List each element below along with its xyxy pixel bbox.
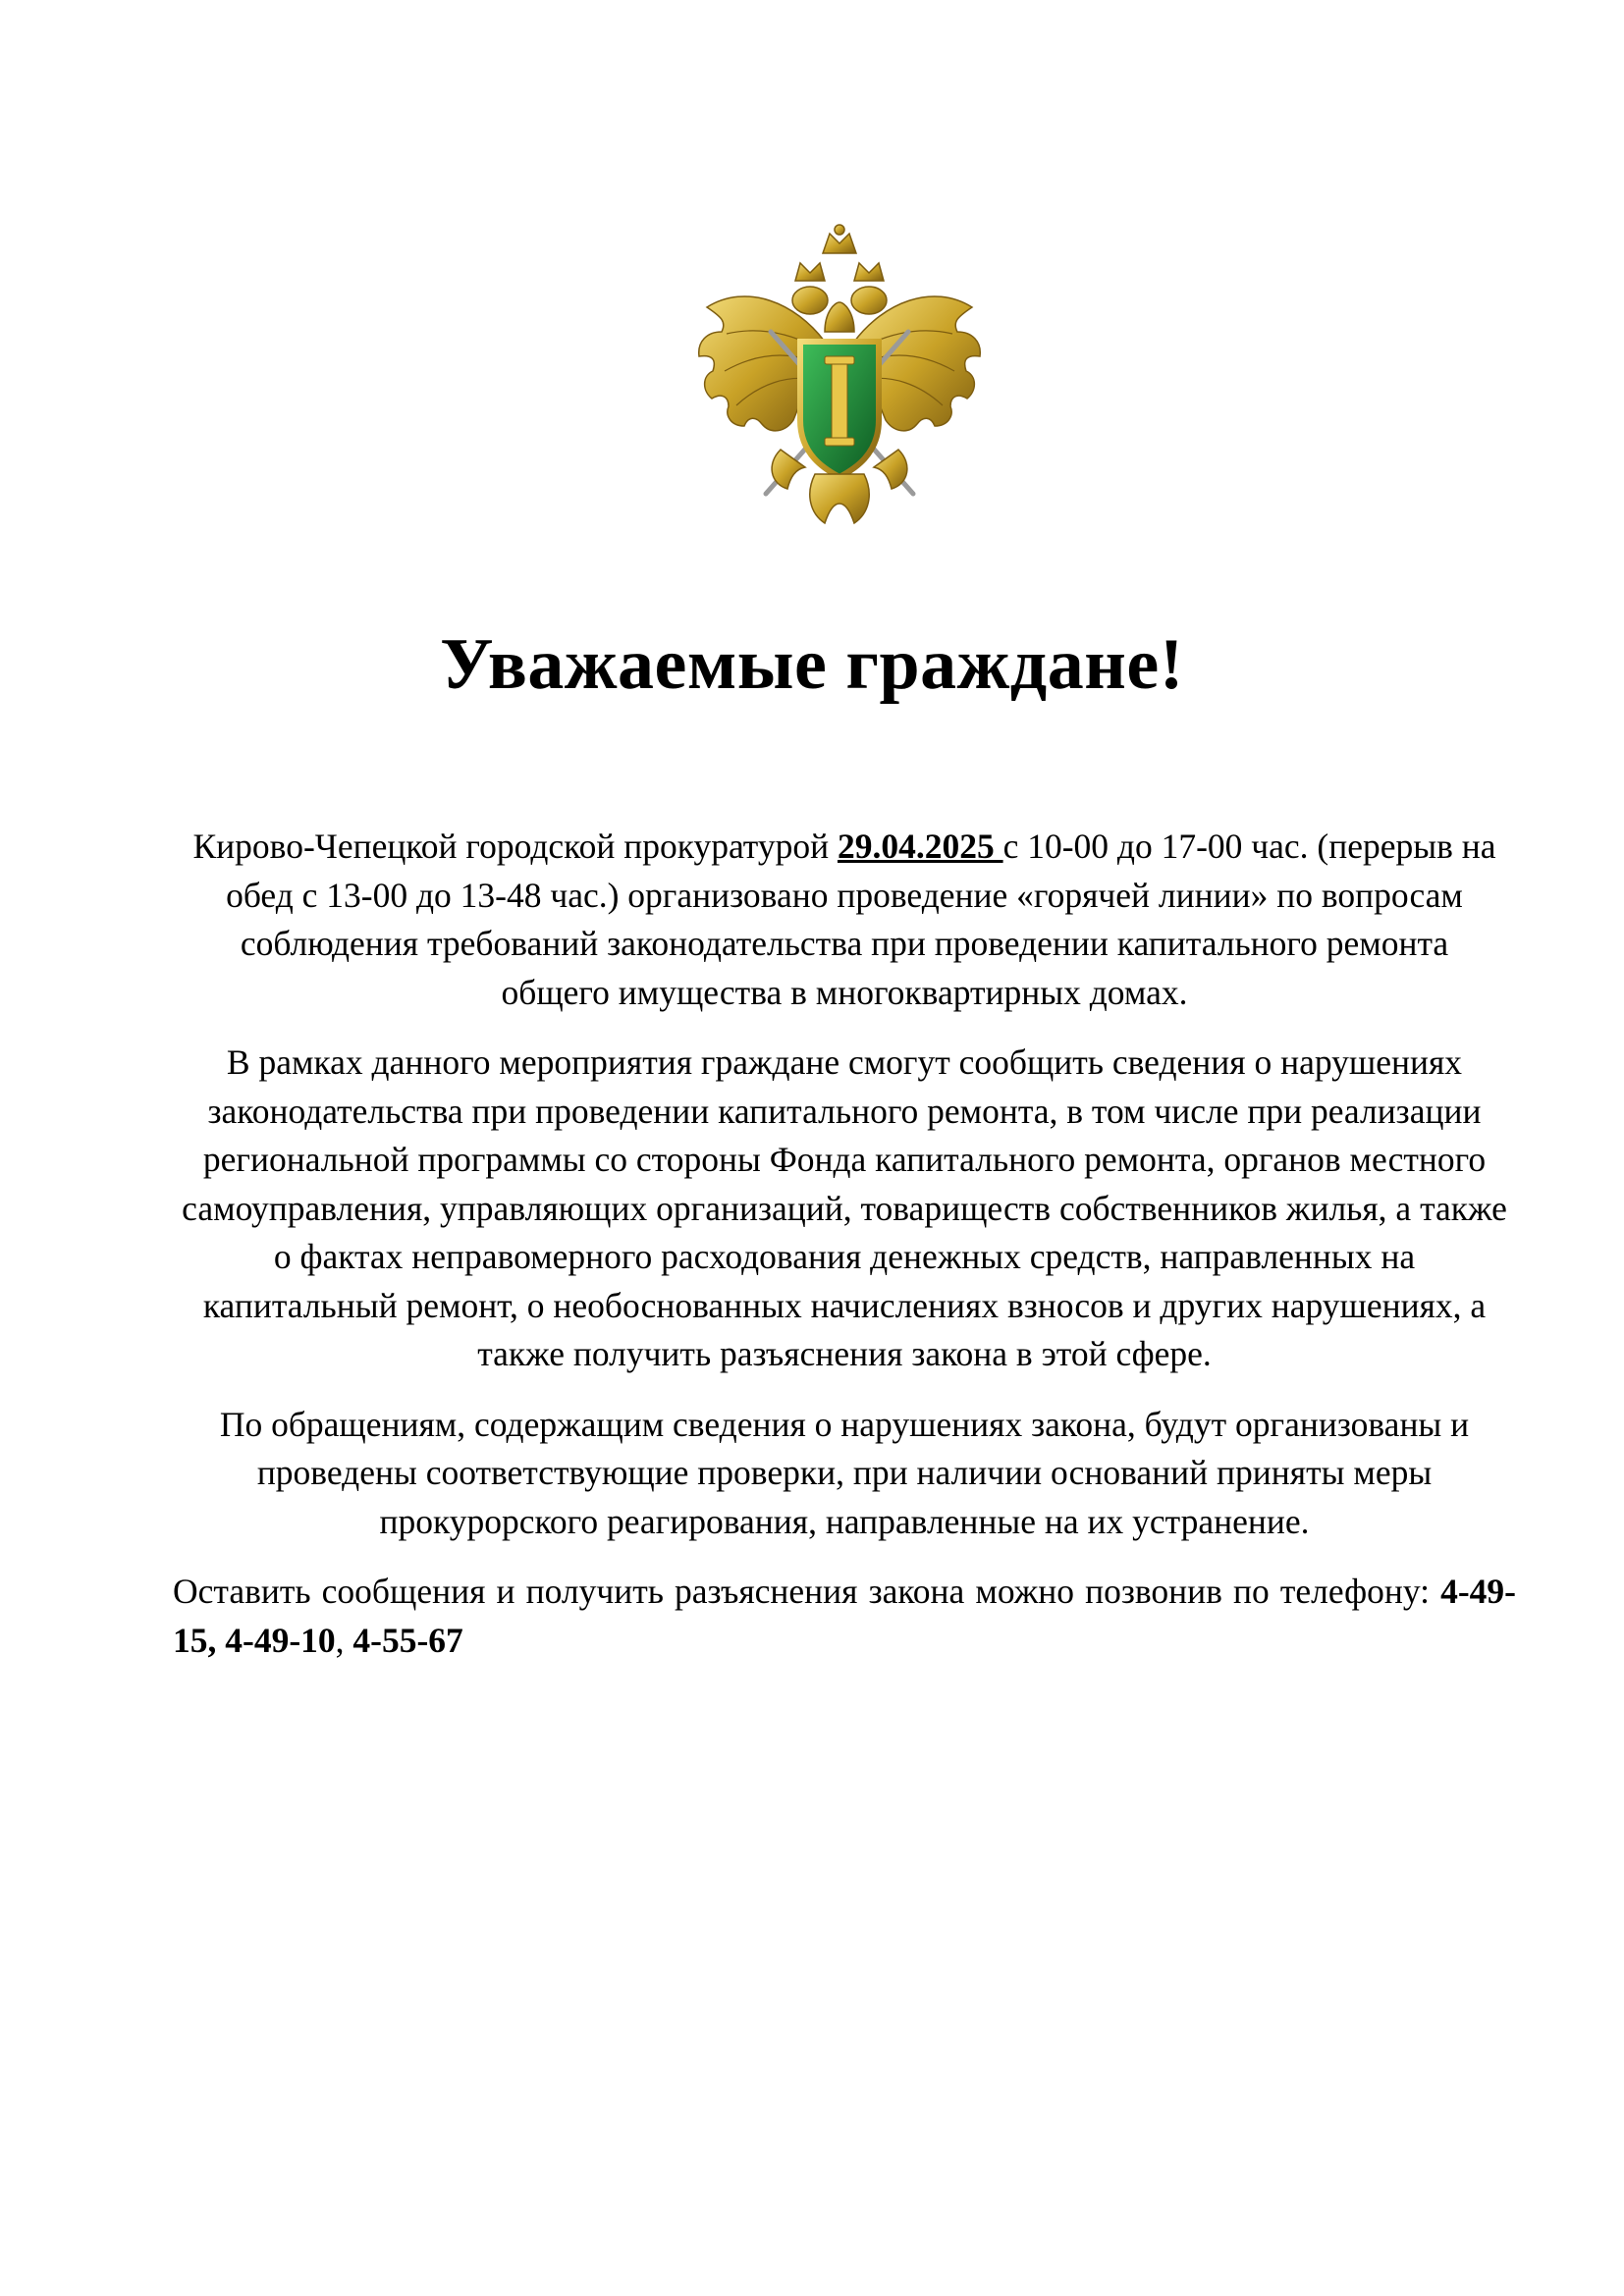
notice-paragraph-2: В рамках данного мероприятия граждане смогут сообщить сведения о нарушениях законодательства при проведении капитального ремонта, в том числе при реализации региональной программы со стороны Фонда капитального ремонта, органов местного самоуправления, управляющих организаций, товариществ собственников жилья, а также о фактах неправомерного расходования денежных средств, направленных на капитальный ремонт, о необоснованных начислениях взносов и других нарушениях, а также получить разъяснения закона в этой сфере. (182, 1042, 1507, 1373)
phone-number-1[interactable]: 4-49-15, (173, 1572, 1516, 1660)
notice-paragraph-1 (173, 823, 1516, 1017)
phone-number-3[interactable]: 4-55-67 (352, 1620, 463, 1660)
page-title: Уважаемые граждане! (440, 624, 1184, 705)
contact-lead: Оставить сообщения и получить разъяснения закона можно позвонив по телефону: (173, 1572, 1441, 1611)
phone-number-2[interactable]: 4-49-10 (225, 1620, 336, 1660)
paragraph-1-rest: с 10-00 до 17-00 час. (перерыв на обед с 13-00 до 13-48 час.) организовано проведение «горячей линии» по вопросам соблюдения требований законодательства при проведении капитального ремонта общего имущества в многоквартирных домах. (226, 827, 1496, 1012)
eagle-emblem-icon (677, 224, 1001, 538)
prosecutor-emblem (677, 224, 1001, 538)
paragraph-1-lead: Кирово-Чепецкой городской прокуратурой (192, 827, 838, 866)
notice-paragraph-3: По обращениям, содержащим сведения о нарушениях закона, будут организованы и проведены соответствующие проверки, при наличии оснований приняты меры прокурорского реагирования, направленные на их устранение. (219, 1404, 1470, 1541)
hotline-date: 29.04.2025 (837, 827, 1003, 866)
phone-separator: , (335, 1620, 353, 1660)
contact-paragraph (173, 1568, 1516, 1665)
notice-body (173, 823, 1516, 1686)
